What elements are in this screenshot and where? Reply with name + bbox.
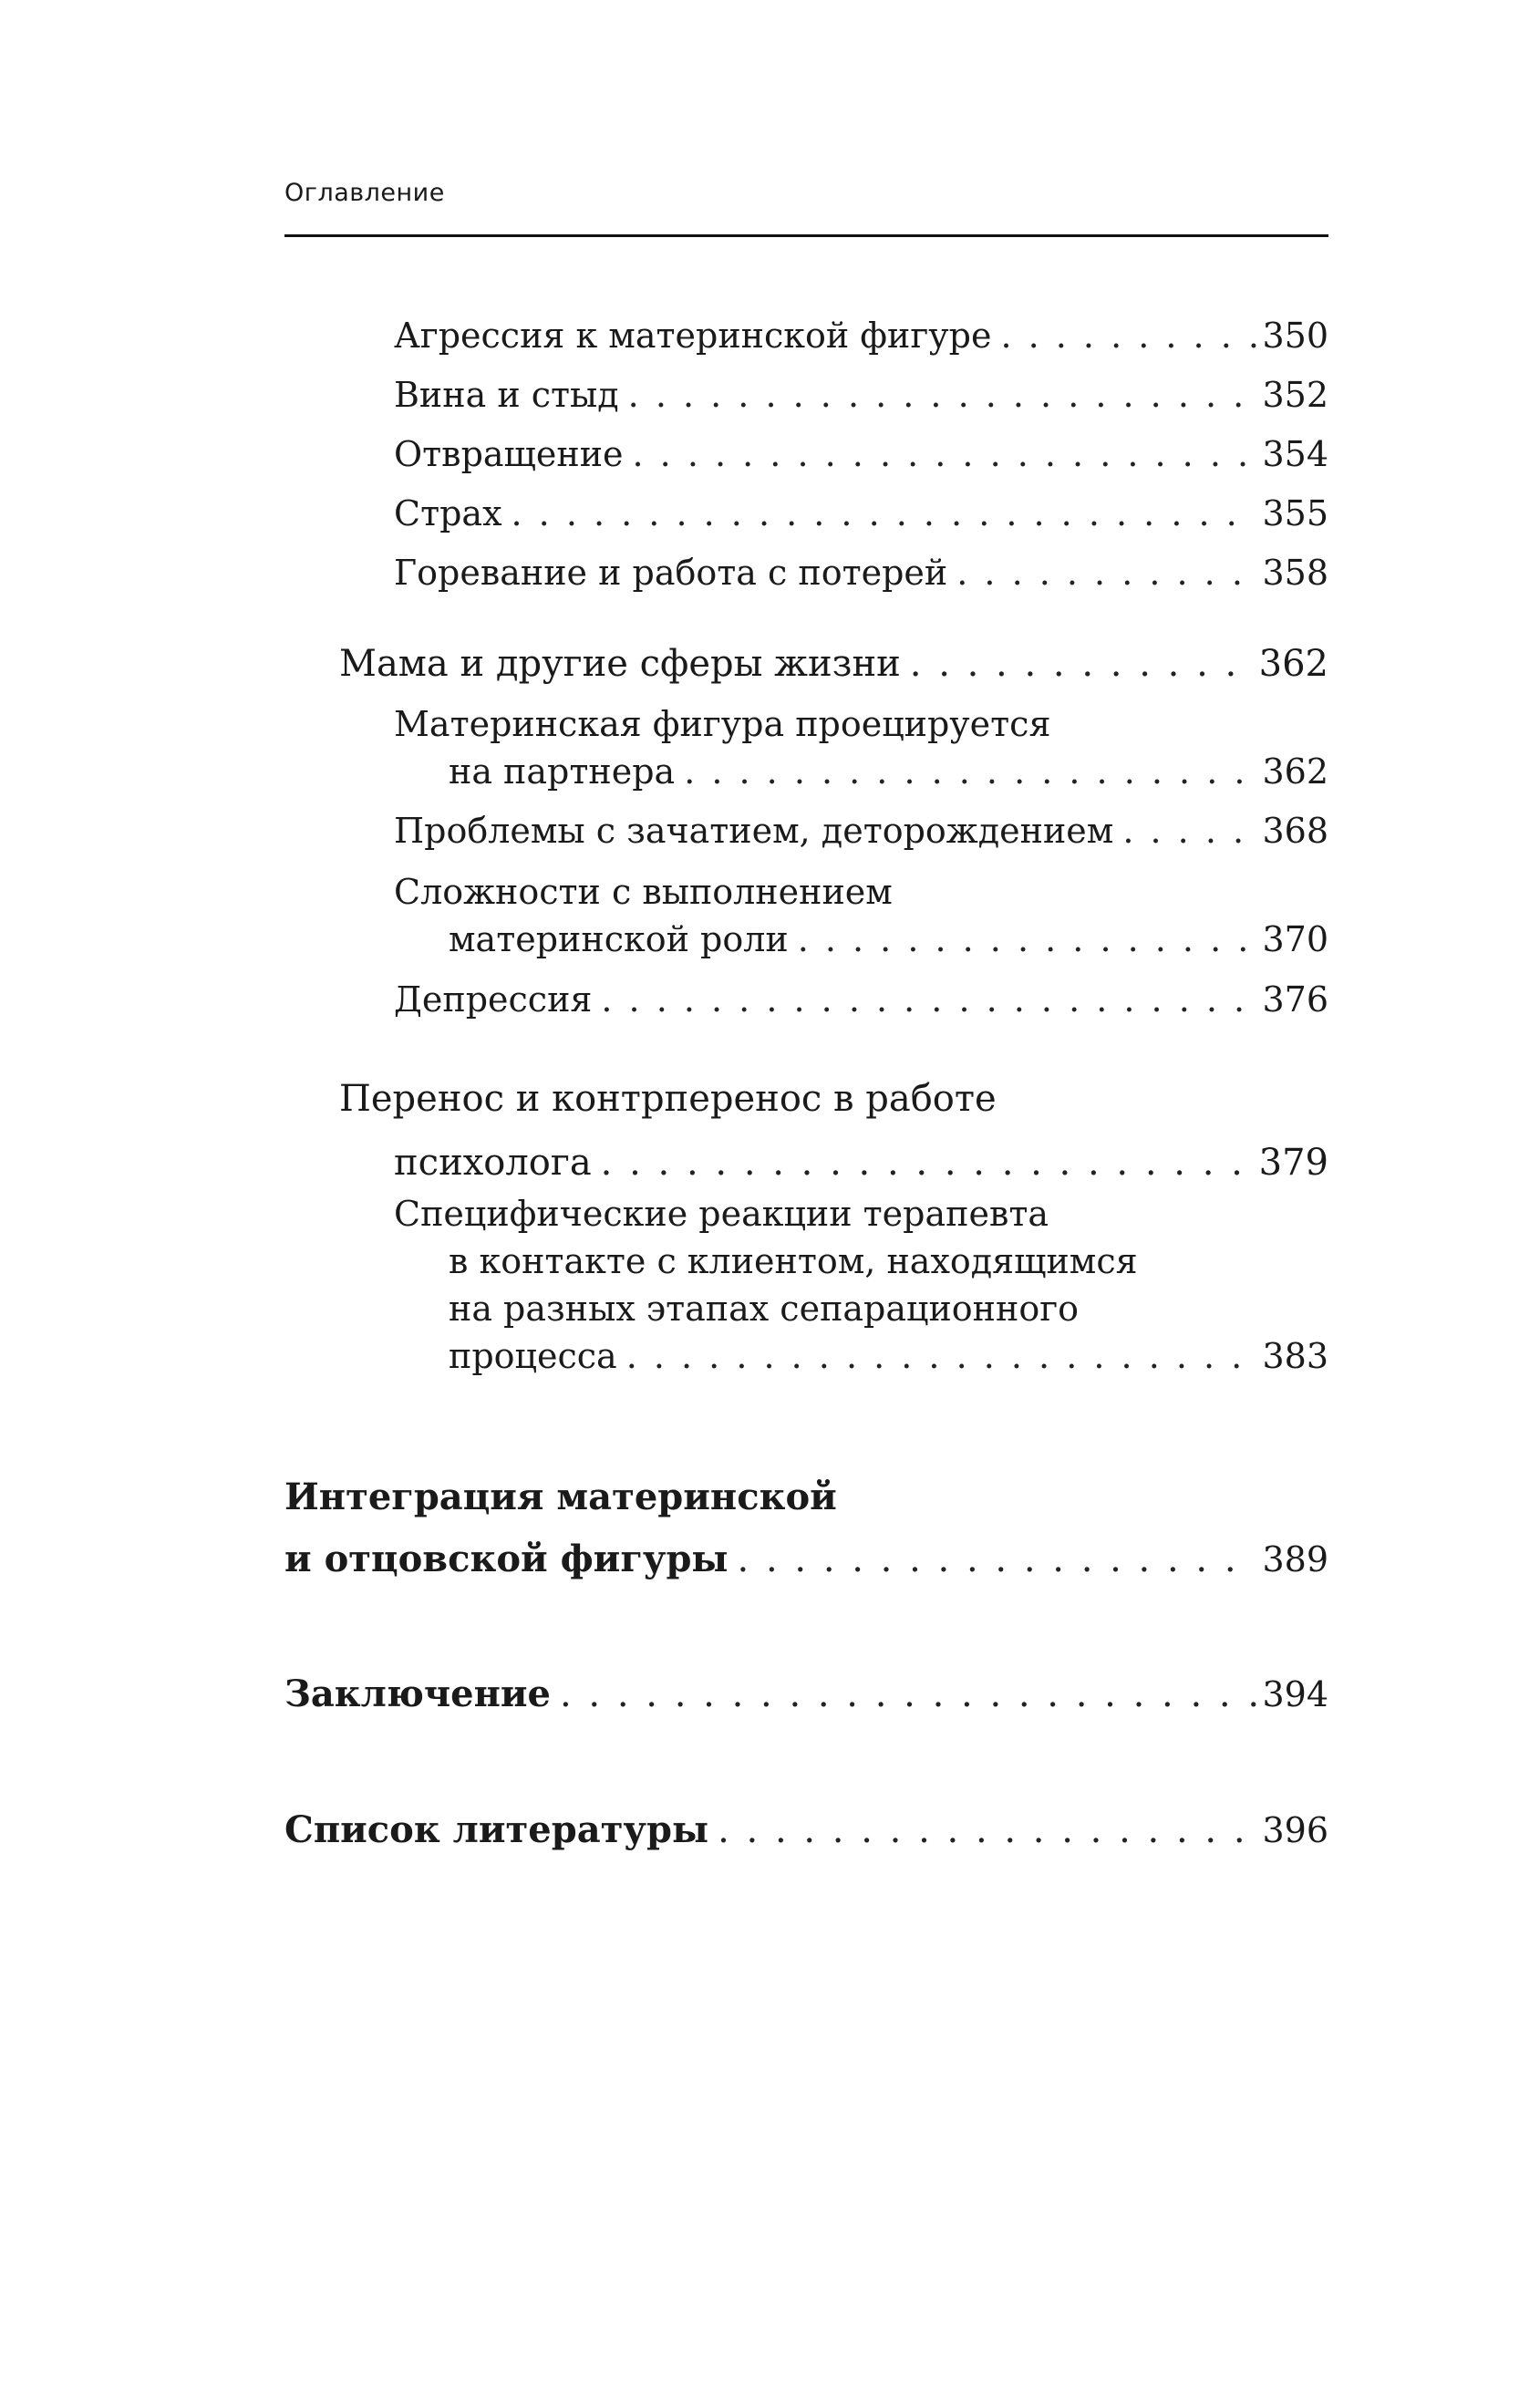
toc-entry[interactable] xyxy=(394,490,1328,537)
leader-dots xyxy=(626,1332,1257,1380)
toc-entry-title: Сложности с выполнением xyxy=(394,872,893,912)
toc-entry-title: Заключение xyxy=(284,1672,551,1715)
leader-dots xyxy=(718,1803,1256,1858)
toc-entry-title-cont: процесса xyxy=(449,1336,617,1376)
toc-page-number: 389 xyxy=(1262,1539,1328,1579)
toc-entry-title: Мама и другие сферы жизни xyxy=(339,643,901,685)
toc-entry-title: Интеграция материнской xyxy=(284,1476,837,1518)
toc-entry-title: Материнская фигура проецируется xyxy=(394,704,1051,744)
toc-page-number: 352 xyxy=(1262,375,1328,415)
toc-entry[interactable] xyxy=(394,312,1328,359)
toc-entry[interactable] xyxy=(394,807,1328,854)
toc-entry[interactable] xyxy=(394,700,1328,795)
toc-entry-title: Вина и стыд xyxy=(394,375,619,415)
toc-page-number: 368 xyxy=(1262,811,1328,851)
toc-entry[interactable] xyxy=(339,1067,1328,1195)
leader-dots xyxy=(684,748,1256,795)
toc-page-number: 396 xyxy=(1262,1810,1328,1850)
toc-page-number: 394 xyxy=(1262,1674,1328,1714)
leader-dots xyxy=(1000,312,1256,359)
leader-dots xyxy=(560,1667,1256,1722)
toc-page-number: 362 xyxy=(1262,751,1328,792)
toc-entry-title: Депрессия xyxy=(394,979,593,1020)
toc-entry[interactable] xyxy=(284,1466,1328,1590)
toc-page-number: 383 xyxy=(1262,1336,1328,1376)
toc-page-number: 362 xyxy=(1258,643,1328,685)
toc-page-number: 370 xyxy=(1262,919,1328,959)
toc-entry[interactable] xyxy=(394,549,1328,596)
toc-page-number: 379 xyxy=(1258,1142,1328,1184)
toc-page-number: 358 xyxy=(1262,553,1328,593)
toc-entry[interactable] xyxy=(394,1190,1328,1380)
toc-entry-title-cont: и отцовской фигуры xyxy=(284,1538,729,1580)
toc-entry-title: Проблемы с зачатием, деторождением xyxy=(394,811,1114,851)
leader-dots xyxy=(628,371,1257,419)
toc-entry[interactable] xyxy=(394,976,1328,1023)
toc-page-number: 354 xyxy=(1262,434,1328,474)
toc-entry-title: Страх xyxy=(394,493,502,533)
leader-dots xyxy=(633,430,1257,478)
toc-entry-title-cont: психолога xyxy=(394,1142,592,1184)
toc-page-number: 355 xyxy=(1262,493,1328,533)
toc-entry[interactable] xyxy=(284,1667,1328,1722)
toc-page-number: 376 xyxy=(1262,979,1328,1020)
toc-entry-title: Агрессия к материнской фигуре xyxy=(394,316,992,356)
header-rule xyxy=(284,234,1328,237)
toc-entry-title-cont: материнской роли xyxy=(449,919,789,959)
toc-entry[interactable] xyxy=(394,868,1328,963)
toc-entry-title: Горевание и работа с потерей xyxy=(394,553,948,593)
toc-entry-title: Перенос и контрперенос в работе xyxy=(339,1078,997,1120)
leader-dots xyxy=(601,1131,1254,1195)
leader-dots xyxy=(798,916,1257,963)
toc-entry-title-cont: в контакте с клиентом, находящимся xyxy=(449,1241,1138,1281)
toc-entry-title: Специфические реакции терапевта xyxy=(394,1194,1049,1234)
leader-dots xyxy=(956,549,1256,596)
leader-dots xyxy=(601,976,1256,1023)
running-head-title: Оглавление xyxy=(284,179,445,207)
toc-entry[interactable] xyxy=(394,430,1328,478)
toc-page-number: 350 xyxy=(1262,316,1328,356)
toc-entry[interactable] xyxy=(284,1803,1328,1858)
leader-dots xyxy=(1122,807,1256,854)
leader-dots xyxy=(910,640,1254,688)
toc-entry[interactable] xyxy=(394,371,1328,419)
leader-dots xyxy=(512,490,1257,537)
toc-entry-title-cont: на разных этапах сепарационного xyxy=(449,1289,1079,1329)
toc-entry[interactable] xyxy=(339,640,1328,688)
toc-entry-title: Отвращение xyxy=(394,434,624,474)
toc-entry-title-cont: на партнера xyxy=(449,751,676,792)
toc-entry-title: Список литературы xyxy=(284,1808,709,1851)
leader-dots xyxy=(738,1528,1257,1590)
